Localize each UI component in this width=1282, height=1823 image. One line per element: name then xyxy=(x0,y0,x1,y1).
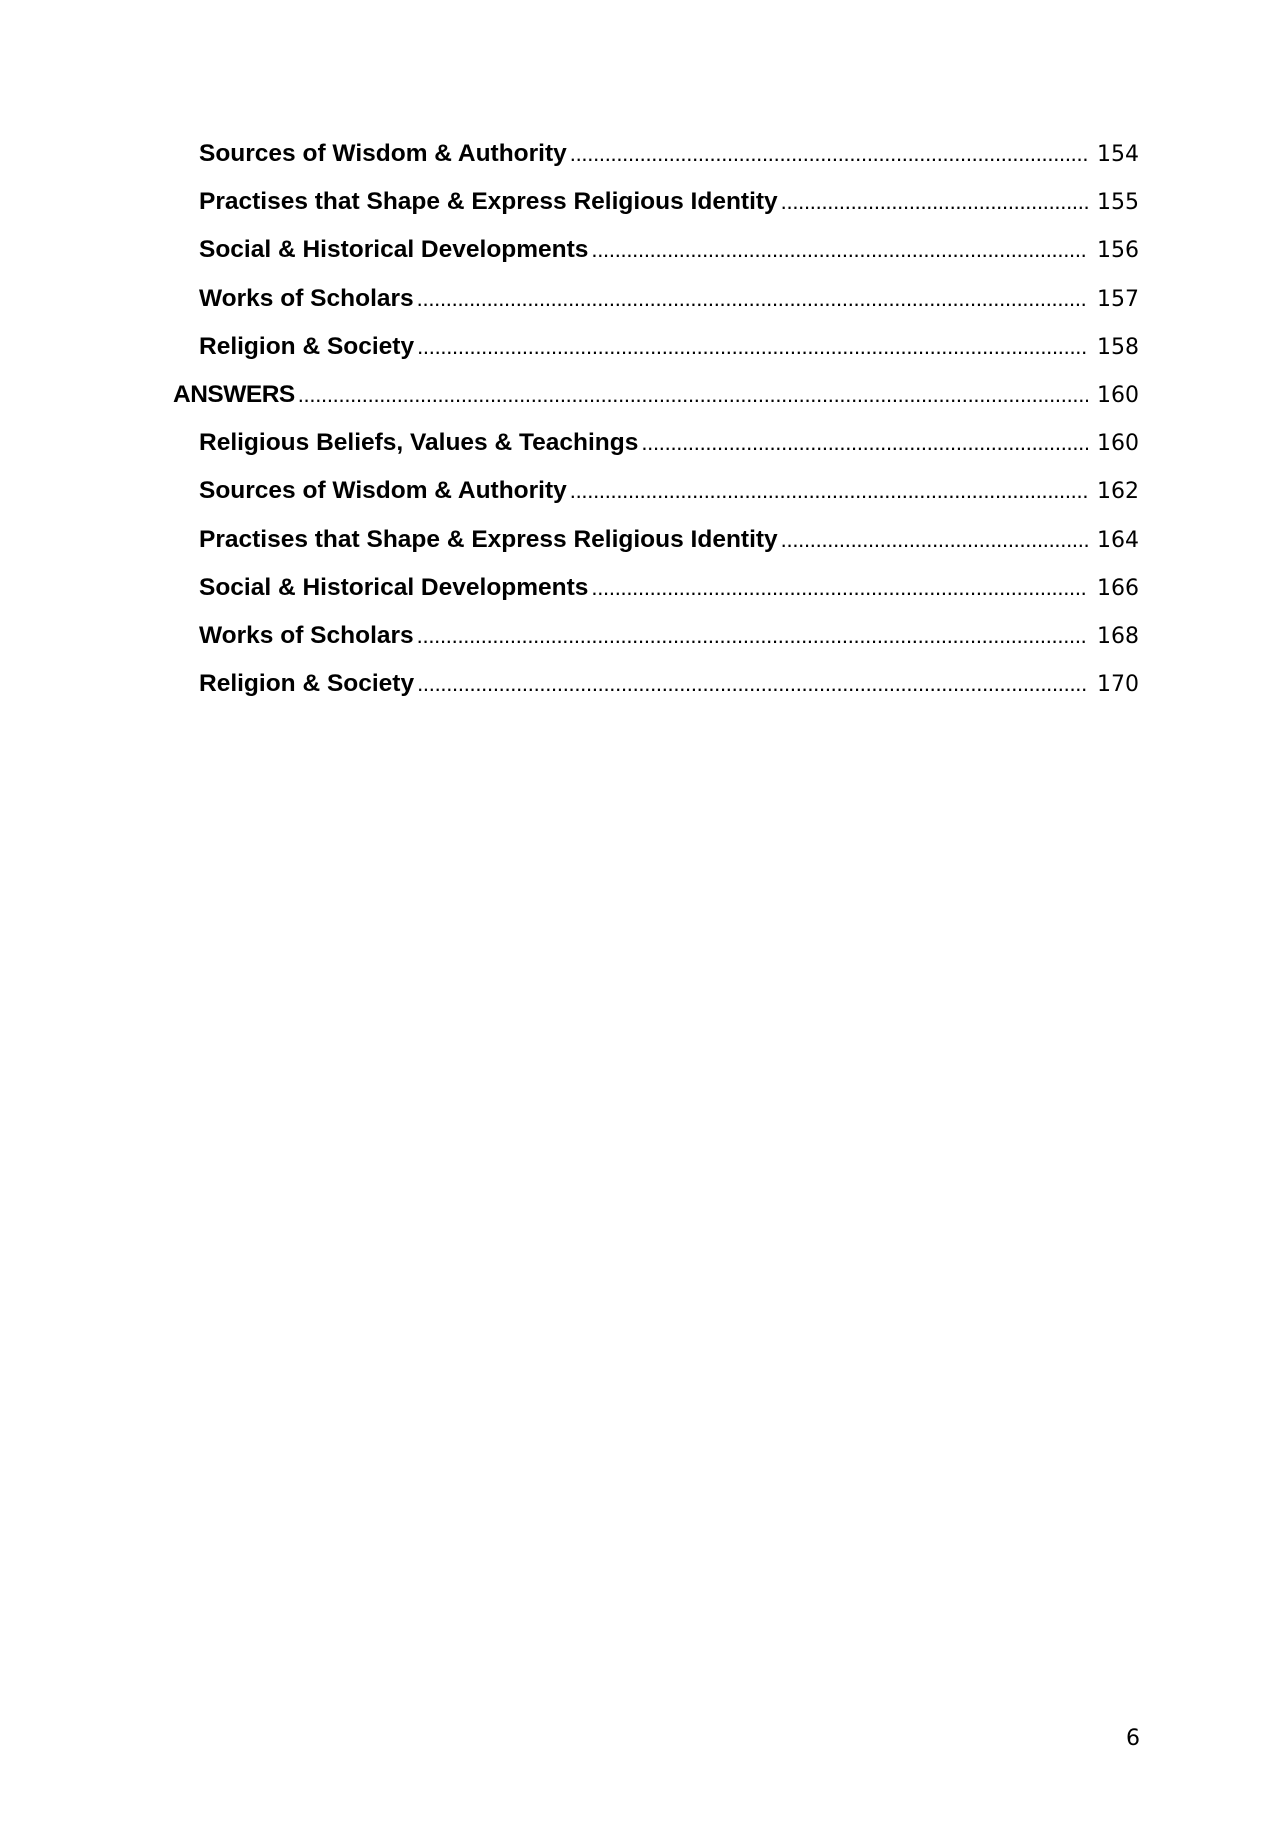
toc-leader-dots xyxy=(591,575,1088,601)
toc-entry-answers-sources-of-wisdom-authority[interactable] xyxy=(173,477,1139,525)
toc-leader-dots xyxy=(417,623,1088,649)
toc-leader-dots xyxy=(781,527,1088,553)
toc-entry-page: 156 xyxy=(1097,238,1139,264)
toc-entry-answers-religion-society[interactable] xyxy=(173,670,1139,718)
toc-entry-title: Sources of Wisdom & Authority xyxy=(199,140,567,167)
toc-entry-religious-beliefs-values-teachings[interactable] xyxy=(173,429,1139,477)
toc-entry-title: Religion & Society xyxy=(199,670,415,698)
toc-entry-title: Practises that Shape & Express Religious Identity xyxy=(199,525,778,553)
toc-entry-answers[interactable] xyxy=(173,381,1139,429)
toc-entry-page: 168 xyxy=(1097,623,1139,649)
toc-entry-page: 166 xyxy=(1097,575,1139,601)
toc-entry-title: Social & Historical Developments xyxy=(199,236,589,264)
toc-leader-dots xyxy=(417,286,1088,312)
toc-entry-title: Practises that Shape & Express Religious Identity xyxy=(199,188,778,216)
toc-entry-answers-works-of-scholars[interactable] xyxy=(173,622,1139,670)
toc-leader-dots xyxy=(781,189,1088,215)
toc-entry-page: 162 xyxy=(1097,479,1139,505)
toc-leader-dots xyxy=(591,237,1088,263)
toc-entry-sources-of-wisdom-authority[interactable] xyxy=(173,140,1139,188)
toc-entry-page: 170 xyxy=(1097,672,1139,698)
toc-entry-page: 154 xyxy=(1097,142,1139,167)
toc-leader-dots xyxy=(570,478,1088,504)
toc-leader-dots xyxy=(641,430,1088,456)
toc-entry-works-of-scholars[interactable] xyxy=(173,285,1139,333)
toc-leader-dots xyxy=(417,671,1088,697)
toc-entry-title: Works of Scholars xyxy=(199,621,414,649)
table-of-contents xyxy=(173,140,1139,718)
toc-entry-page: 155 xyxy=(1097,190,1139,216)
toc-entry-page: 158 xyxy=(1097,334,1139,360)
toc-entry-answers-practises-religious-identity[interactable] xyxy=(173,526,1139,574)
toc-entry-title: Works of Scholars xyxy=(199,284,414,312)
toc-entry-religion-society[interactable] xyxy=(173,333,1139,381)
toc-entry-practises-religious-identity[interactable] xyxy=(173,188,1139,236)
toc-entry-title: Social & Historical Developments xyxy=(199,573,589,601)
toc-entry-page: 157 xyxy=(1097,286,1139,312)
toc-entry-answers-social-historical-developments[interactable] xyxy=(173,574,1139,622)
toc-entry-title: ANSWERS xyxy=(173,380,295,408)
toc-entry-title: Religion & Society xyxy=(199,332,415,360)
toc-leader-dots xyxy=(417,334,1088,360)
toc-entry-social-historical-developments[interactable] xyxy=(173,236,1139,284)
toc-entry-title: Sources of Wisdom & Authority xyxy=(199,477,567,505)
toc-leader-dots xyxy=(570,141,1088,167)
toc-entry-page: 160 xyxy=(1097,431,1139,457)
toc-entry-page: 164 xyxy=(1097,527,1139,553)
toc-entry-page: 160 xyxy=(1097,382,1139,408)
toc-entry-title: Religious Beliefs, Values & Teachings xyxy=(199,429,639,457)
page-number: 6 xyxy=(1126,1726,1140,1751)
toc-leader-dots xyxy=(298,382,1088,408)
